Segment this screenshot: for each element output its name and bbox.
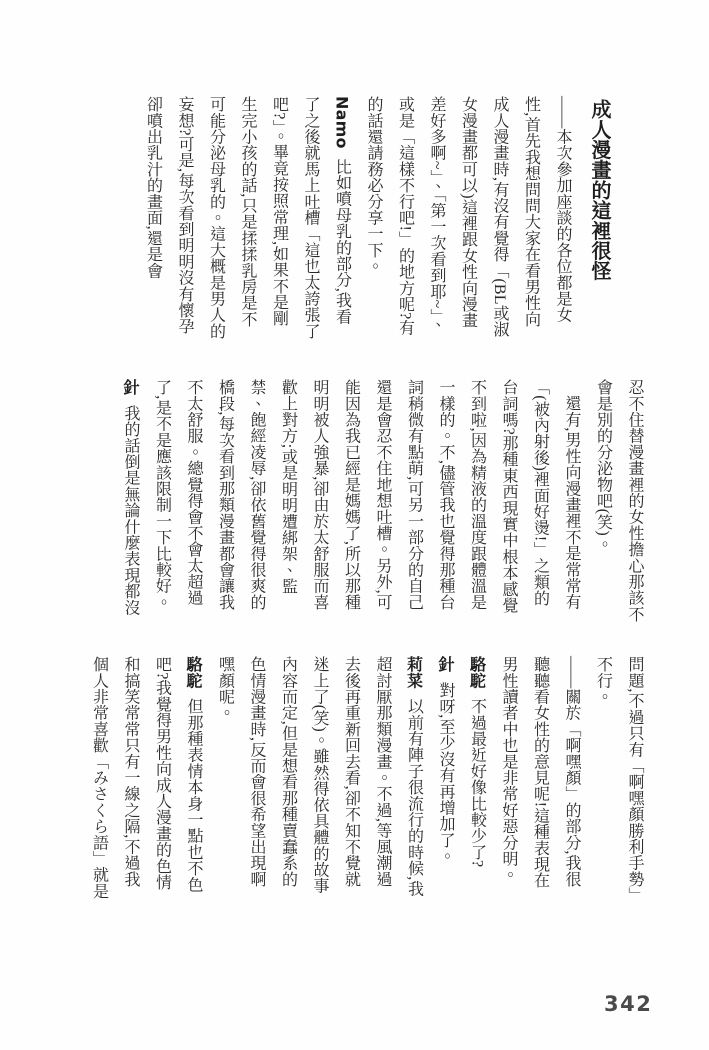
paragraph-text: ——本次參加座談的各位都是女性,首先我想問問大家在看男性向成人漫畫時,有沒有覺得「(BL或淑女漫畫都可以)這裡跟女性向漫畫差好多啊~」、「第一次看到耶~」、或是「這樣不行吧!」的地方呢?有的話還請務必分享一下。 <box>365 96 571 338</box>
paragraph-moderator <box>358 96 579 339</box>
paragraph-text: ——關於「啊嘿顏」的部分,我很聽聽看女性的意見呢!這種表現在男性讀者中也是非常好惡分明。 <box>500 656 580 889</box>
text-band-top <box>98 96 622 339</box>
speaker-label: 針 <box>121 379 140 396</box>
paragraph-rakuda <box>83 656 209 899</box>
speaker-label: 針 <box>436 656 455 673</box>
paragraph-namo-continued <box>146 379 587 622</box>
speaker-label: Namo <box>332 96 352 149</box>
paragraph-continuation <box>587 379 650 622</box>
paragraph-text: 對呀,至少沒有再增加了。 <box>437 681 454 865</box>
paragraph-rakuda <box>461 656 493 899</box>
page-number: 342 <box>604 992 653 1016</box>
text-band-middle <box>78 379 650 622</box>
paragraph-text: 不過最近好像比較少了? <box>468 698 486 868</box>
paragraph-text: 以前有陣子很流行的時候,我超討厭那類漫畫。不過,等風潮過去後再重新回去看,卻不知不覺就迷上了(笑)。雖然得依具體的故事內容而定,但是想看那種賣蠢系的色情漫畫時,反而會很希望出現啊嘿顏呢。 <box>216 656 423 897</box>
speaker-label: 駱駝 <box>467 656 487 689</box>
paragraph-hari <box>115 379 147 622</box>
paragraph-moderator <box>493 656 588 899</box>
paragraph-text: 比如噴母乳的部分,我看了之後就馬上吐槽「這也太誇張了吧?」。畢竟按照常理,如果不是剛生完小孩的話,只是揉揉乳房是不可能分泌母乳的。這大概是男人的妄想?可是,每次看到明明沒有懷孕卻噴出乳汁的畫面,還是會 <box>144 96 351 339</box>
paragraph-continuation <box>587 656 650 899</box>
text-band-bottom <box>78 656 650 899</box>
speaker-label: 駱駝 <box>184 656 203 689</box>
paragraph-text: 還有,男性向漫畫裡不是常常有「(被內射後)裡面好燙!」之類的台詞嗎?那種東西現實中根本感覺不到啦,因為精液的溫度跟體溫是一樣的。不,儘管我也覺得那種台詞稍微有點萌,可另一部分的自己還是會忍不住地想吐槽。另外,可能因為我已經是媽媽了,所以那種明明被人強暴,卻由於太舒服而喜歡上對方;或是明明遭綁架、監禁、飽經凌辱,卻依舊覺得很爽的橋段,每次看到那類漫畫都會讓我不太舒服。總覺得會不會太超過了,是不是應該限制一下比較好。 <box>153 379 580 614</box>
paragraph-text: 但那種表情本身一點也不色吧?我覺得男性向成人漫畫的色情和搞笑常常只有一線之隔,不過我個人非常喜歡「みさくら語」就是 <box>90 656 202 899</box>
paragraph-text: 問題,不過只有「啊嘿顏勝利手勢」不行。 <box>594 656 643 896</box>
paragraph-rina <box>209 656 430 899</box>
paragraph-text: 我的話倒是無論什麼表現都沒 <box>122 404 139 616</box>
paragraph-hari <box>430 656 462 899</box>
article-title: 成人漫畫的這裡很怪 <box>588 99 612 281</box>
paragraph-namo <box>137 96 358 339</box>
paragraph-text: 忍不住替漫畫裡的女性擔心那該不會是別的分泌物吧(笑)。 <box>594 379 643 622</box>
speaker-label: 莉菜 <box>404 656 424 689</box>
